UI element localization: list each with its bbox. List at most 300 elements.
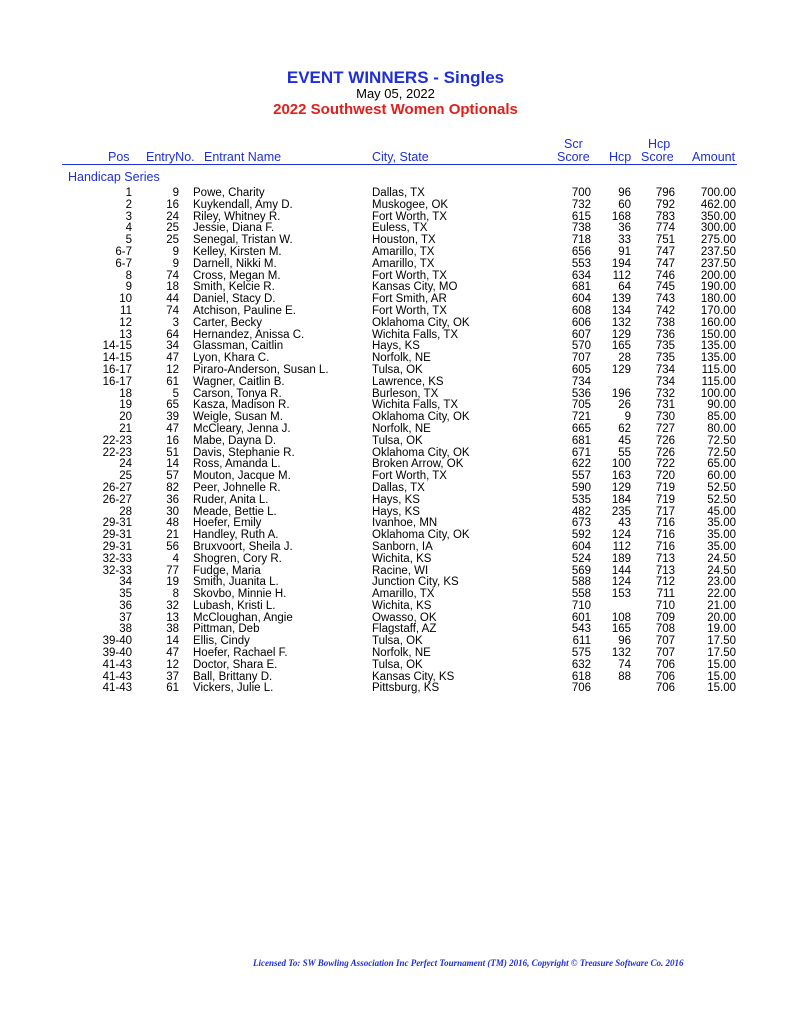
table-row <box>0 436 791 448</box>
table-row <box>0 483 791 495</box>
entrant-name: Meade, Bettie L. <box>193 505 277 518</box>
handicap: 64 <box>618 281 631 294</box>
amount: 15.00 <box>707 670 736 683</box>
scratch-score: 734 <box>571 375 591 388</box>
entry-number: 14 <box>166 458 179 471</box>
entry-number: 9 <box>172 187 179 199</box>
city-state: Hays, KS <box>372 340 420 353</box>
handicap-score: 706 <box>655 682 675 695</box>
scratch-score: 592 <box>571 529 591 542</box>
handicap-score: 747 <box>655 257 675 270</box>
city-state: Tulsa, OK <box>372 363 423 376</box>
handicap-score: 713 <box>655 552 675 565</box>
position: 29-31 <box>102 529 132 542</box>
handicap: 124 <box>611 529 631 542</box>
scratch-score: 618 <box>571 670 591 683</box>
position: 2 <box>125 198 132 211</box>
handicap: 100 <box>611 458 631 471</box>
position: 38 <box>119 623 132 636</box>
handicap: 163 <box>611 470 631 483</box>
position: 22-23 <box>102 434 132 447</box>
entry-number: 3 <box>172 316 179 329</box>
scratch-score: 543 <box>571 623 591 636</box>
entrant-name: Pittman, Deb <box>193 623 260 636</box>
city-state: Tulsa, OK <box>372 658 423 671</box>
scratch-score: 535 <box>571 493 591 506</box>
handicap-score: 742 <box>655 304 675 317</box>
amount: 24.50 <box>707 552 736 565</box>
city-state: Fort Worth, TX <box>372 210 447 223</box>
scratch-score: 604 <box>571 293 591 306</box>
entry-number: 64 <box>166 328 179 341</box>
city-state: Norfolk, NE <box>372 352 431 365</box>
entry-number: 16 <box>166 198 179 211</box>
position: 11 <box>120 304 132 317</box>
scratch-score: 710 <box>571 599 591 612</box>
amount: 90.00 <box>707 399 736 412</box>
amount: 85.00 <box>707 411 736 424</box>
entrant-name: Ellis, Cindy <box>193 635 250 648</box>
city-state: Fort Worth, TX <box>372 269 447 282</box>
entrant-name: Fudge, Maria <box>193 564 261 577</box>
handicap: 132 <box>611 647 631 660</box>
handicap: 189 <box>611 552 631 565</box>
scratch-score: 611 <box>572 635 591 648</box>
scratch-score: 656 <box>571 245 591 258</box>
table-row <box>0 554 791 566</box>
scratch-score: 706 <box>571 682 591 695</box>
amount: 237.50 <box>700 245 736 258</box>
scratch-score: 632 <box>571 658 591 671</box>
handicap-score: 719 <box>655 481 675 494</box>
header-city-state: City, State <box>372 150 429 164</box>
handicap-score: 716 <box>655 529 675 542</box>
handicap: 36 <box>618 222 631 235</box>
city-state: Muskogee, OK <box>372 198 449 211</box>
entrant-name: Riley, Whitney R. <box>193 210 281 223</box>
entry-number: 18 <box>166 281 179 294</box>
position: 12 <box>119 316 132 329</box>
header-entrant-name: Entrant Name <box>204 150 282 164</box>
amount: 300.00 <box>700 222 736 235</box>
scratch-score: 721 <box>571 411 591 424</box>
handicap-score: 707 <box>655 635 675 648</box>
amount: 462.00 <box>700 198 736 211</box>
city-state: Burleson, TX <box>372 387 439 400</box>
handicap: 134 <box>611 304 631 317</box>
position: 14-15 <box>102 340 132 353</box>
position: 9 <box>125 281 132 294</box>
table-row <box>0 306 791 318</box>
handicap: 96 <box>618 187 631 199</box>
entry-number: 34 <box>166 340 179 353</box>
results-table <box>0 188 791 695</box>
handicap: 165 <box>611 340 631 353</box>
handicap-score: 734 <box>655 363 675 376</box>
entry-number: 61 <box>166 682 179 695</box>
handicap-score: 708 <box>655 623 675 636</box>
tournament-name: 2022 Southwest Women Optionals <box>273 101 518 118</box>
entry-number: 44 <box>166 293 179 306</box>
amount: 275.00 <box>700 234 736 247</box>
position: 36 <box>119 599 132 612</box>
city-state: Tulsa, OK <box>372 434 423 447</box>
handicap-score: 735 <box>655 340 675 353</box>
entrant-name: Mabe, Dayna D. <box>193 434 277 447</box>
city-state: Hays, KS <box>372 505 420 518</box>
table-row <box>0 377 791 389</box>
section-label: Handicap Series <box>68 170 160 184</box>
handicap: 88 <box>618 670 631 683</box>
position: 16-17 <box>102 363 132 376</box>
scratch-score: 671 <box>571 446 591 459</box>
scratch-score: 681 <box>571 281 591 294</box>
handicap-score: 716 <box>655 517 675 530</box>
handicap: 62 <box>618 422 631 435</box>
handicap: 196 <box>611 387 631 400</box>
scratch-score: 604 <box>571 540 591 553</box>
handicap-score: 738 <box>655 316 675 329</box>
handicap: 235 <box>611 505 631 518</box>
handicap: 60 <box>618 198 631 211</box>
scratch-score: 601 <box>571 611 591 624</box>
entry-number: 9 <box>172 257 179 270</box>
entrant-name: Peer, Johnelle R. <box>193 481 281 494</box>
scratch-score: 608 <box>571 304 591 317</box>
entry-number: 47 <box>166 352 179 365</box>
entry-number: 37 <box>166 670 179 683</box>
city-state: Lawrence, KS <box>372 375 444 388</box>
table-row <box>0 247 791 259</box>
entry-number: 12 <box>166 658 179 671</box>
amount: 200.00 <box>700 269 736 282</box>
position: 16-17 <box>102 375 132 388</box>
table-row <box>0 542 791 554</box>
table-row <box>0 365 791 377</box>
handicap-score: 706 <box>655 670 675 683</box>
entrant-name: Vickers, Julie L. <box>193 682 274 695</box>
table-row <box>0 495 791 507</box>
city-state: Dallas, TX <box>372 481 425 494</box>
amount: 60.00 <box>707 470 736 483</box>
entry-number: 8 <box>172 588 179 601</box>
position: 22-23 <box>102 446 132 459</box>
entrant-name: Daniel, Stacy D. <box>193 293 276 306</box>
handicap: 45 <box>618 434 631 447</box>
handicap-score: 730 <box>655 411 675 424</box>
handicap-score: 751 <box>655 234 675 247</box>
entrant-name: Smith, Juanita L. <box>193 576 279 589</box>
handicap-score: 717 <box>655 505 675 518</box>
city-state: Sanborn, IA <box>372 540 433 553</box>
handicap: 96 <box>618 635 631 648</box>
handicap: 124 <box>611 576 631 589</box>
handicap: 108 <box>611 611 631 624</box>
position: 20 <box>119 411 132 424</box>
city-state: Wichita, KS <box>372 599 432 612</box>
amount: 23.00 <box>707 576 736 589</box>
header-hcp-score: Score <box>641 150 674 164</box>
amount: 52.50 <box>707 493 736 506</box>
table-row <box>0 318 791 330</box>
handicap-score: 747 <box>655 245 675 258</box>
city-state: Hays, KS <box>372 493 420 506</box>
city-state: Broken Arrow, OK <box>372 458 464 471</box>
amount: 35.00 <box>707 540 736 553</box>
handicap-score: 796 <box>655 187 675 199</box>
entrant-name: Kasza, Madison R. <box>193 399 290 412</box>
entrant-name: Piraro-Anderson, Susan L. <box>193 363 329 376</box>
entrant-name: Mouton, Jacque M. <box>193 470 291 483</box>
entrant-name: Davis, Stephanie R. <box>193 446 295 459</box>
position: 29-31 <box>102 540 132 553</box>
entrant-name: Darnell, Nikki M. <box>193 257 277 270</box>
scratch-score: 553 <box>571 257 591 270</box>
handicap: 9 <box>624 411 631 424</box>
event-date: May 05, 2022 <box>356 86 435 101</box>
header-pos: Pos <box>108 150 130 164</box>
entry-number: 19 <box>166 576 179 589</box>
scratch-score: 705 <box>571 399 591 412</box>
position: 26-27 <box>102 481 132 494</box>
handicap: 168 <box>611 210 631 223</box>
amount: 115.00 <box>701 363 736 376</box>
position: 41-43 <box>102 682 132 695</box>
scratch-score: 607 <box>571 328 591 341</box>
entry-number: 24 <box>166 210 179 223</box>
scratch-score: 634 <box>571 269 591 282</box>
position: 24 <box>119 458 132 471</box>
entry-number: 21 <box>166 529 179 542</box>
entrant-name: Jessie, Diana F. <box>193 222 275 235</box>
amount: 20.00 <box>707 611 736 624</box>
handicap-score: 774 <box>655 222 675 235</box>
header-scr-top: Scr <box>564 137 583 151</box>
entry-number: 9 <box>172 245 179 258</box>
handicap-score: 711 <box>656 588 675 601</box>
table-row <box>0 424 791 436</box>
position: 10 <box>119 293 132 306</box>
scratch-score: 536 <box>571 387 591 400</box>
entrant-name: Wagner, Caitlin B. <box>193 375 285 388</box>
position: 6-7 <box>115 245 132 258</box>
entrant-name: Smith, Kelcie R. <box>193 281 275 294</box>
table-row <box>0 660 791 672</box>
entry-number: 51 <box>166 446 179 459</box>
city-state: Euless, TX <box>372 222 428 235</box>
scratch-score: 665 <box>571 422 591 435</box>
entrant-name: McCloughan, Angie <box>193 611 293 624</box>
position: 3 <box>125 210 132 223</box>
entry-number: 16 <box>166 434 179 447</box>
position: 25 <box>119 470 132 483</box>
table-row <box>0 200 791 212</box>
position: 8 <box>125 269 132 282</box>
amount: 72.50 <box>707 434 736 447</box>
handicap: 194 <box>611 257 631 270</box>
city-state: Wichita, KS <box>372 552 432 565</box>
handicap-score: 720 <box>655 470 675 483</box>
amount: 180.00 <box>700 293 736 306</box>
city-state: Kansas City, MO <box>372 281 458 294</box>
amount: 237.50 <box>700 257 736 270</box>
handicap: 26 <box>618 399 631 412</box>
handicap: 112 <box>612 269 631 282</box>
entrant-name: Ball, Brittany D. <box>193 670 273 683</box>
position: 19 <box>119 399 132 412</box>
header-amount: Amount <box>692 150 736 164</box>
scratch-score: 681 <box>571 434 591 447</box>
handicap: 129 <box>611 363 631 376</box>
handicap-score: 713 <box>655 564 675 577</box>
city-state: Oklahoma City, OK <box>372 529 470 542</box>
position: 13 <box>119 328 132 341</box>
entry-number: 48 <box>166 517 179 530</box>
entry-number: 65 <box>166 399 179 412</box>
position: 37 <box>119 611 132 624</box>
position: 14-15 <box>102 352 132 365</box>
handicap: 28 <box>618 352 631 365</box>
entrant-name: Ruder, Anita L. <box>193 493 269 506</box>
entrant-name: Carson, Tonya R. <box>193 387 282 400</box>
city-state: Fort Worth, TX <box>372 304 447 317</box>
handicap-score: 735 <box>655 352 675 365</box>
amount: 52.50 <box>707 481 736 494</box>
handicap-score: 709 <box>655 611 675 624</box>
amount: 17.50 <box>707 647 736 660</box>
position: 18 <box>119 387 132 400</box>
position: 1 <box>125 187 132 199</box>
position: 29-31 <box>102 517 132 530</box>
entrant-name: Doctor, Shara E. <box>193 658 278 671</box>
entry-number: 13 <box>166 611 179 624</box>
city-state: Norfolk, NE <box>372 422 431 435</box>
entrant-name: Hoefer, Emily <box>193 517 262 530</box>
city-state: Tulsa, OK <box>372 635 423 648</box>
amount: 15.00 <box>707 658 736 671</box>
city-state: Houston, TX <box>372 234 436 247</box>
city-state: Amarillo, TX <box>372 245 435 258</box>
scratch-score: 606 <box>571 316 591 329</box>
handicap: 184 <box>611 493 631 506</box>
scratch-score: 524 <box>571 552 591 565</box>
amount: 135.00 <box>700 340 736 353</box>
city-state: Ivanhoe, MN <box>372 517 438 530</box>
scratch-score: 732 <box>571 198 591 211</box>
entry-number: 32 <box>166 599 179 612</box>
entry-number: 47 <box>166 647 179 660</box>
position: 4 <box>125 222 132 235</box>
entry-number: 61 <box>166 375 179 388</box>
amount: 35.00 <box>707 517 736 530</box>
entrant-name: Kuykendall, Amy D. <box>193 198 293 211</box>
amount: 170.00 <box>700 304 736 317</box>
position: 41-43 <box>102 670 132 683</box>
position: 28 <box>119 505 132 518</box>
scratch-score: 588 <box>571 576 591 589</box>
handicap-score: 734 <box>655 375 675 388</box>
entry-number: 39 <box>166 411 179 424</box>
handicap-score: 792 <box>655 198 675 211</box>
city-state: Fort Smith, AR <box>372 293 447 306</box>
license-footer: Licensed To: SW Bowling Association Inc Perfect Tournament (TM) 2016, Copyright © Treasure Software Co. 2016 <box>253 958 684 968</box>
entrant-name: Weigle, Susan M. <box>193 411 283 424</box>
city-state: Racine, WI <box>372 564 429 577</box>
header-scr-score: Score <box>557 150 590 164</box>
city-state: Amarillo, TX <box>372 588 435 601</box>
amount: 350.00 <box>700 210 736 223</box>
scratch-score: 605 <box>571 363 591 376</box>
city-state: Oklahoma City, OK <box>372 316 470 329</box>
amount: 72.50 <box>707 446 736 459</box>
handicap: 153 <box>611 588 631 601</box>
amount: 17.50 <box>707 635 736 648</box>
position: 32-33 <box>102 552 132 565</box>
city-state: Kansas City, KS <box>372 670 455 683</box>
entrant-name: Shogren, Cory R. <box>193 552 282 565</box>
amount: 115.00 <box>701 375 736 388</box>
amount: 35.00 <box>707 529 736 542</box>
scratch-score: 575 <box>571 647 591 660</box>
handicap: 33 <box>618 234 631 247</box>
scratch-score: 738 <box>571 222 591 235</box>
handicap-score: 719 <box>655 493 675 506</box>
scratch-score: 673 <box>571 517 591 530</box>
scratch-score: 569 <box>571 564 591 577</box>
entry-number: 38 <box>166 623 179 636</box>
handicap-score: 746 <box>655 269 675 282</box>
table-row <box>0 259 791 271</box>
amount: 700.00 <box>700 187 736 199</box>
scratch-score: 557 <box>571 470 591 483</box>
amount: 160.00 <box>700 316 736 329</box>
scratch-score: 482 <box>571 505 591 518</box>
city-state: Junction City, KS <box>372 576 459 589</box>
handicap-score: 716 <box>655 540 675 553</box>
entry-number: 25 <box>166 222 179 235</box>
handicap-score: 726 <box>655 434 675 447</box>
handicap: 74 <box>618 658 631 671</box>
handicap-score: 727 <box>655 422 675 435</box>
handicap-score: 707 <box>655 647 675 660</box>
entrant-name: Glassman, Caitlin <box>193 340 284 353</box>
city-state: Oklahoma City, OK <box>372 446 470 459</box>
position: 21 <box>119 422 132 435</box>
handicap-score: 731 <box>655 399 675 412</box>
amount: 15.00 <box>707 682 736 695</box>
handicap-score: 743 <box>655 293 675 306</box>
scratch-score: 707 <box>571 352 591 365</box>
city-state: Oklahoma City, OK <box>372 411 470 424</box>
entrant-name: Lyon, Khara C. <box>193 352 270 365</box>
header-hcp: Hcp <box>609 150 632 164</box>
scratch-score: 615 <box>571 210 591 223</box>
position: 34 <box>119 576 132 589</box>
table-row <box>0 601 791 613</box>
amount: 22.00 <box>707 588 736 601</box>
entry-number: 12 <box>166 363 179 376</box>
entrant-name: Bruxvoort, Sheila J. <box>193 540 293 553</box>
amount: 45.00 <box>707 505 736 518</box>
handicap: 43 <box>618 517 631 530</box>
handicap: 112 <box>612 540 631 553</box>
handicap-score: 736 <box>655 328 675 341</box>
position: 39-40 <box>102 647 132 660</box>
scratch-score: 590 <box>571 481 591 494</box>
amount: 135.00 <box>700 352 736 365</box>
header-rule <box>62 164 737 165</box>
page-title: EVENT WINNERS - Singles <box>286 68 505 87</box>
